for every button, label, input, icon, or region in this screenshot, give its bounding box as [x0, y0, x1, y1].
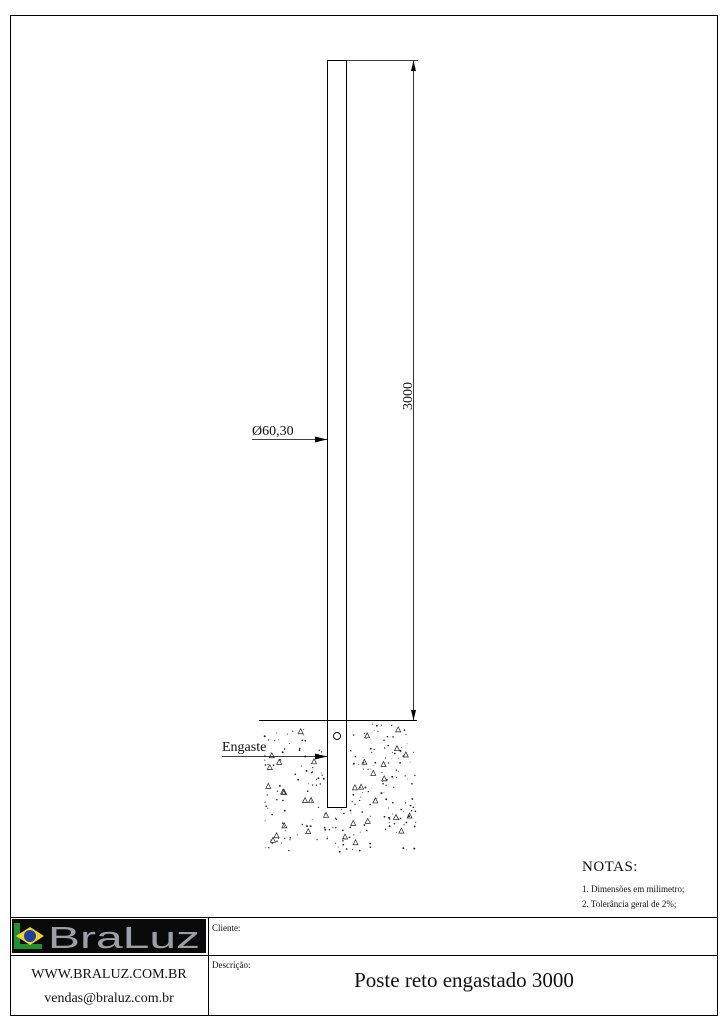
soil-dot	[282, 800, 284, 802]
soil-dot	[384, 816, 386, 818]
soil-dot	[410, 762, 411, 763]
soil-dot	[351, 813, 352, 814]
soil-dot	[369, 804, 371, 806]
soil-dot	[265, 764, 267, 766]
soil-aggregate	[274, 833, 279, 838]
soil-dot	[391, 758, 392, 759]
soil-dot	[388, 762, 389, 763]
soil-dot	[391, 725, 393, 727]
soil-dot	[353, 834, 354, 835]
soil-dot	[405, 802, 406, 803]
soil-dot	[398, 771, 399, 772]
note-item: 1. Dimensões em milimetro;	[582, 884, 685, 894]
soil-dot	[288, 850, 290, 852]
soil-dot	[264, 735, 266, 737]
soil-dot	[414, 826, 416, 828]
soil-dot	[297, 779, 299, 781]
soil-dot	[392, 802, 394, 804]
soil-dot	[368, 791, 369, 792]
soil-aggregate	[365, 733, 370, 738]
soil-dot	[374, 762, 376, 764]
soil-dot	[396, 769, 397, 770]
soil-aggregate	[371, 770, 376, 775]
soil-dot	[301, 766, 302, 767]
soil-aggregate	[269, 753, 274, 758]
logo-flag-globe	[24, 930, 36, 942]
soil-dot	[385, 798, 387, 800]
soil-dot	[396, 832, 397, 833]
soil-dot	[370, 846, 372, 848]
soil-dot	[399, 762, 401, 764]
soil-dot	[284, 826, 285, 827]
soil-aggregate	[303, 798, 308, 803]
drawing-title: Poste reto engastado 3000	[354, 968, 574, 992]
soil-aggregate	[267, 765, 272, 770]
soil-dot	[318, 807, 319, 808]
soil-dot	[394, 753, 396, 755]
soil-dot	[352, 849, 353, 850]
soil-dot	[284, 810, 286, 812]
soil-aggregate	[351, 820, 356, 825]
soil-aggregate	[266, 783, 271, 788]
soil-dot	[398, 758, 399, 759]
soil-dot	[335, 817, 336, 818]
soil-dot	[413, 848, 415, 850]
soil-dot	[385, 757, 386, 758]
soil-dot	[380, 792, 382, 794]
soil-dot	[415, 822, 416, 823]
soil-dot	[342, 844, 344, 846]
soil-aggregate	[309, 798, 314, 803]
soil-dot	[284, 838, 285, 839]
soil-aggregate	[399, 828, 404, 833]
soil-dot	[303, 729, 304, 730]
engaste-label: Engaste	[222, 740, 267, 755]
website-link[interactable]: WWW.BRALUZ.COM.BR	[31, 967, 187, 982]
soil-dot	[282, 751, 284, 753]
soil-dot	[415, 811, 417, 813]
soil-dot	[403, 824, 404, 825]
diameter-label: Ø60,30	[252, 424, 294, 439]
soil-dot	[338, 846, 339, 847]
soil-dot	[306, 825, 308, 827]
dimension-arrow-bottom	[411, 710, 416, 721]
soil-dot	[396, 777, 397, 778]
soil-dot	[268, 847, 269, 848]
soil-dot	[354, 804, 355, 805]
soil-dot	[290, 839, 291, 840]
soil-dot	[411, 810, 412, 811]
soil-dot	[367, 769, 368, 770]
soil-dot	[389, 822, 390, 823]
soil-dot	[381, 725, 382, 726]
email-link[interactable]: vendas@braluz.com.br	[44, 991, 174, 1006]
soil-dot	[311, 801, 312, 802]
soil-dot	[312, 819, 313, 820]
soil-dot	[385, 785, 386, 786]
soil-dot	[327, 837, 328, 838]
soil-dot	[289, 837, 291, 839]
soil-dot	[321, 773, 322, 774]
soil-dot	[302, 740, 304, 742]
soil-dot	[279, 785, 281, 787]
soil-aggregate	[381, 762, 386, 767]
soil-dot	[272, 843, 273, 844]
soil-dot	[321, 774, 322, 775]
soil-dot	[413, 752, 414, 753]
soil-dot	[355, 756, 356, 757]
soil-dot	[411, 798, 413, 800]
soil-dot	[364, 733, 365, 734]
soil-dot	[287, 734, 288, 735]
soil-dot	[320, 783, 321, 784]
soil-dot	[349, 836, 351, 838]
soil-dot	[335, 827, 336, 828]
soil-dot	[363, 769, 364, 770]
soil-dot	[374, 749, 375, 750]
soil-dot	[407, 743, 408, 744]
soil-dot	[267, 794, 268, 795]
soil-dot	[324, 827, 326, 829]
soil-dot	[407, 779, 408, 780]
soil-dot	[336, 819, 338, 821]
soil-dot	[370, 816, 371, 817]
soil-dot	[311, 772, 312, 773]
diameter-arrow	[315, 437, 327, 443]
soil-dot	[370, 769, 371, 770]
soil-dot	[400, 809, 402, 811]
soil-dot	[335, 843, 336, 844]
soil-dot	[372, 724, 373, 725]
soil-dot	[384, 747, 386, 749]
soil-dot	[284, 748, 286, 750]
soil-dot	[404, 729, 406, 731]
engaste-arrow	[315, 754, 327, 760]
soil-dot	[410, 805, 412, 807]
soil-dot	[392, 814, 393, 815]
soil-dot	[268, 739, 269, 740]
soil-dot	[402, 847, 404, 849]
soil-dot	[316, 785, 317, 786]
soil-dot	[265, 847, 266, 848]
soil-dot	[350, 810, 352, 812]
soil-dot	[371, 752, 372, 753]
soil-dot	[411, 783, 413, 785]
soil-dot	[393, 787, 394, 788]
soil-dot	[370, 748, 372, 750]
soil-dot	[406, 822, 408, 824]
soil-dot	[384, 792, 385, 793]
soil-dot	[282, 822, 284, 824]
soil-dot	[387, 745, 389, 747]
soil-dot	[392, 736, 394, 738]
soil-dot	[382, 772, 383, 773]
soil-dot	[352, 801, 353, 802]
soil-aggregate	[365, 818, 370, 823]
soil-dot	[326, 838, 328, 840]
soil-aggregate	[396, 727, 401, 732]
soil-dot	[342, 840, 344, 842]
soil-dot	[265, 805, 267, 807]
soil-dot	[303, 734, 304, 735]
soil-dot	[292, 731, 293, 732]
soil-dot	[385, 829, 386, 830]
soil-dot	[304, 740, 306, 742]
soil-dot	[366, 830, 367, 831]
soil-dot	[276, 840, 278, 842]
soil-dot	[312, 784, 313, 785]
soil-dot	[264, 760, 265, 761]
soil-dot	[306, 770, 308, 772]
soil-dot	[276, 799, 277, 800]
soil-dot	[332, 827, 333, 828]
soil-dot	[341, 809, 342, 810]
soil-dot	[353, 763, 355, 765]
soil-dot	[329, 829, 330, 830]
soil-dot	[299, 749, 301, 751]
descricao-label: Descrição:	[212, 960, 251, 970]
soil-dot	[294, 773, 296, 775]
soil-dot	[406, 849, 407, 850]
soil-dot	[324, 829, 326, 831]
soil-dot	[388, 817, 390, 819]
soil-dot	[278, 740, 279, 741]
soil-aggregate	[306, 829, 311, 834]
soil-dot	[318, 777, 320, 779]
soil-dot	[273, 765, 275, 767]
soil-dot	[394, 823, 396, 825]
soil-dot	[401, 747, 402, 748]
soil-dot	[360, 797, 361, 798]
soil-dot	[353, 734, 355, 736]
soil-dot	[382, 783, 384, 785]
soil-dot	[376, 798, 377, 799]
soil-dot	[350, 750, 352, 752]
soil-aggregate	[343, 834, 348, 839]
soil-dot	[312, 767, 313, 768]
soil-dot	[267, 764, 268, 765]
soil-dot	[310, 825, 312, 827]
soil-dot	[383, 740, 384, 741]
soil-aggregate	[362, 759, 367, 764]
soil-aggregate	[312, 759, 317, 764]
soil-dot	[274, 740, 275, 741]
soil-dot	[363, 824, 365, 826]
soil-dot	[360, 832, 361, 833]
soil-dot	[387, 736, 389, 738]
soil-dot	[388, 807, 389, 808]
braluz-logo	[12, 919, 206, 953]
soil-dot	[405, 775, 406, 776]
soil-dot	[363, 757, 364, 758]
soil-dot	[358, 764, 359, 765]
soil-dot	[265, 820, 266, 821]
soil-dot	[346, 848, 348, 850]
soil-dot	[308, 783, 309, 784]
notes-title: NOTAS:	[582, 859, 638, 875]
soil-dot	[391, 776, 393, 778]
soil-dot	[377, 731, 378, 732]
soil-dot	[362, 792, 363, 793]
soil-dot	[376, 725, 378, 727]
soil-dot	[359, 850, 361, 852]
soil-dot	[302, 824, 303, 825]
soil-dot	[389, 825, 391, 827]
soil-dot	[373, 765, 374, 766]
length-dimension-label: 3000	[401, 382, 416, 410]
soil-dot	[316, 779, 317, 780]
soil-dot	[342, 830, 344, 832]
soil-dot	[359, 800, 360, 801]
dimension-arrow-top	[411, 61, 416, 72]
soil-dot	[281, 842, 282, 843]
soil-dot	[297, 834, 298, 835]
soil-aggregate	[352, 785, 357, 790]
soil-dot	[400, 818, 401, 819]
soil-dot	[405, 734, 406, 735]
soil-dot	[285, 830, 286, 831]
soil-dot	[349, 827, 351, 829]
soil-aggregate	[403, 752, 408, 757]
soil-aggregate	[373, 798, 378, 803]
soil-aggregate	[395, 746, 400, 751]
soil-dot	[352, 794, 354, 796]
soil-aggregate	[298, 729, 303, 734]
soil-dot	[343, 813, 345, 815]
soil-dot	[362, 811, 364, 813]
soil-aggregate	[382, 776, 387, 781]
soil-aggregate	[353, 840, 358, 845]
soil-aggregate	[393, 814, 398, 819]
soil-aggregate	[359, 784, 364, 789]
pole-shaft	[328, 61, 347, 808]
soil-dot	[414, 775, 415, 776]
soil-dot	[392, 752, 393, 753]
note-item: 2. Tolerância geral de 2%;	[582, 899, 677, 909]
soil-dot	[413, 807, 415, 809]
soil-dot	[339, 851, 341, 853]
logo-text: BraLuz	[48, 920, 200, 953]
soil-dot	[271, 814, 273, 816]
soil-dot	[374, 730, 375, 731]
soil-dot	[316, 839, 317, 840]
soil-dot	[323, 778, 325, 780]
soil-dot	[289, 743, 290, 744]
soil-dot	[403, 811, 404, 812]
soil-dot	[321, 751, 322, 752]
soil-dot	[299, 748, 301, 750]
soil-dot	[277, 791, 278, 792]
soil-dot	[276, 733, 277, 734]
cliente-label: Cliente:	[212, 923, 241, 933]
soil-dot	[364, 787, 366, 789]
soil-dot	[265, 801, 266, 802]
soil-dot	[307, 790, 309, 792]
soil-dot	[267, 808, 268, 809]
soil-dot	[369, 843, 371, 845]
soil-dot	[319, 750, 320, 751]
soil-aggregate	[324, 812, 329, 817]
